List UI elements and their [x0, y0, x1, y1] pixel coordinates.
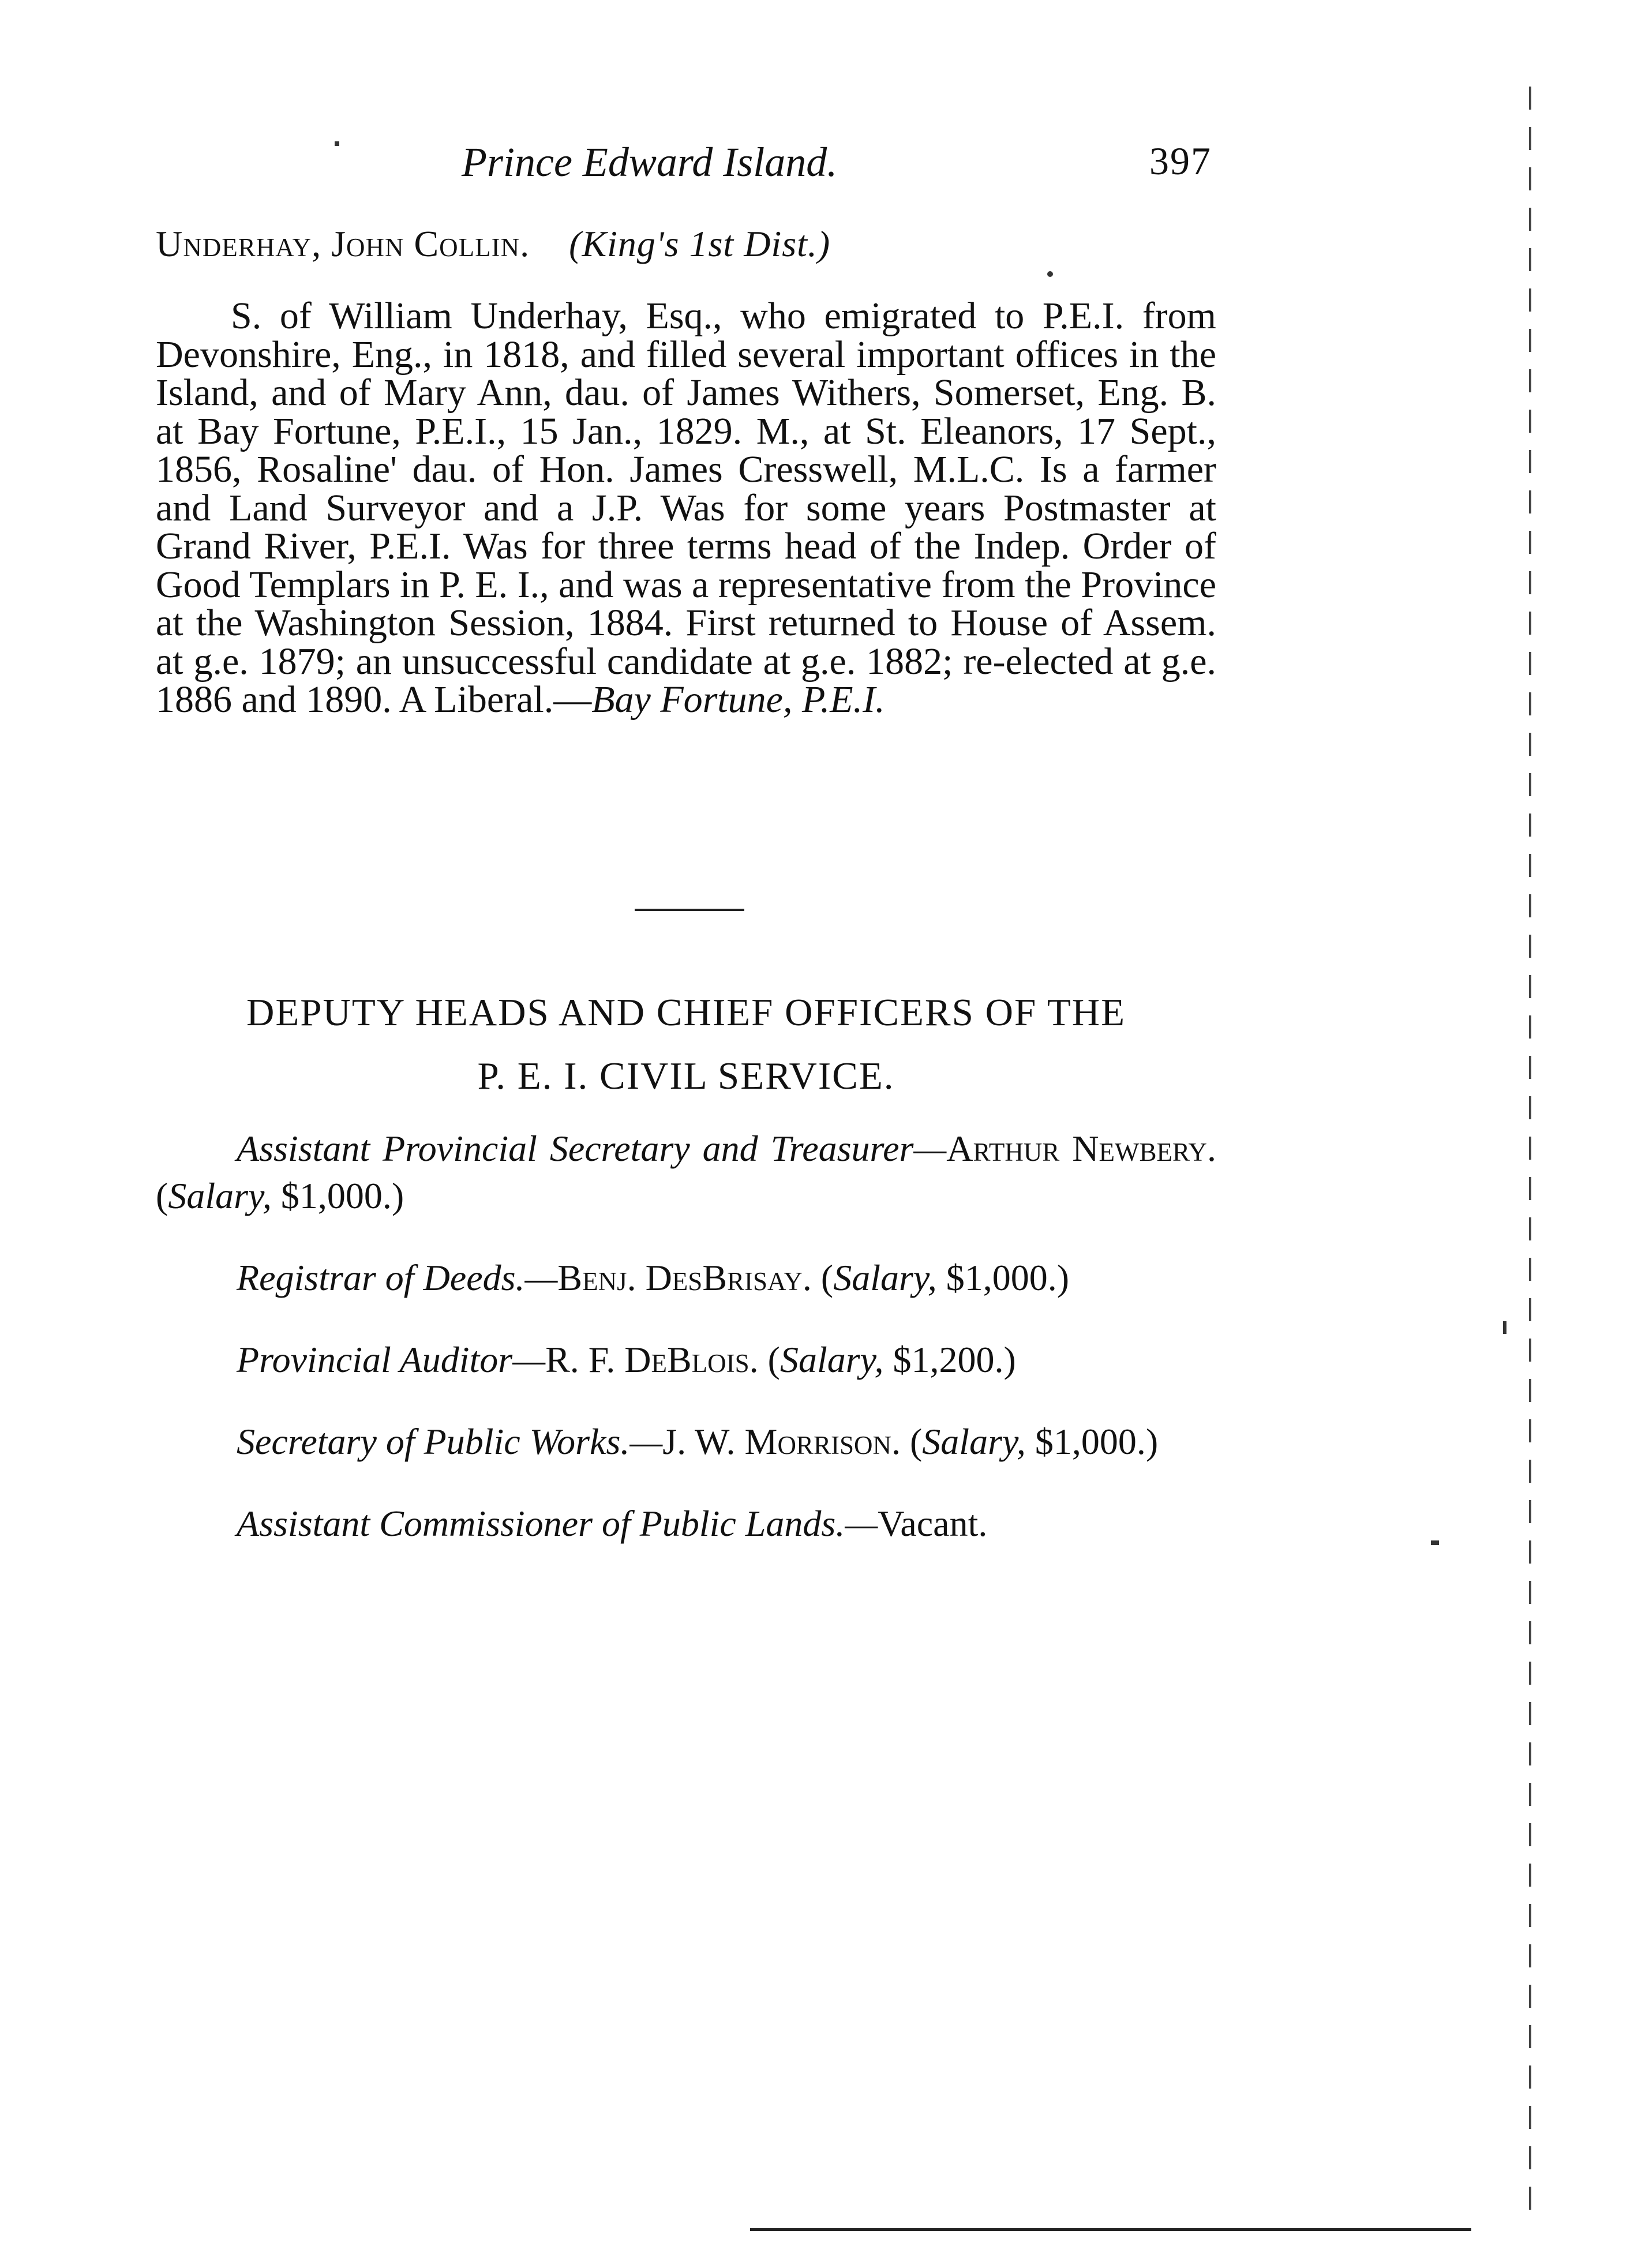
salary-label: Salary, [922, 1421, 1026, 1462]
officer-title: Provincial Auditor— [237, 1339, 546, 1380]
officer-name: J. W. Morrison. [662, 1421, 901, 1462]
scan-speck [1431, 1540, 1439, 1545]
biography-text: S. of William Underhay, Esq., who emigrated to P.E.I. from Devonshire, Eng., in 1818, and filled several important offices in the Island, and of Mary Ann, dau. of James Withers, Somerset, Eng. B. at Bay Fortune, P.E.I., 15 Jan., 1829. M., at St. Eleanors, 17 Sept., 1856, Rosaline' dau. of Hon. James Cresswell, M.L.C. Is a farmer and Land Surveyor and a J.P. Was for some years Postmaster at Grand River, P.E.I. Was for three terms head of the Indep. Order of Good Templars in P. E. I., and was a representative from the Province at the Washington Session, 1884. First returned to House of Assem. at g.e. 1879; an unsuccessful candidate at g.e. 1882; re-elected at g.e. 1886 and 1890. A Liberal.— [156, 295, 1217, 721]
officer-name: Arthur Newbery. [946, 1128, 1216, 1169]
entry-address: Bay Fortune, P.E.I. [591, 678, 885, 721]
officer-title: Assistant Commissioner of Public Lands.— [237, 1503, 878, 1544]
officers-list [156, 1125, 1216, 1582]
officer-entry [156, 1500, 1216, 1547]
section-divider [635, 909, 744, 911]
officer-title: Secretary of Public Works.— [237, 1421, 663, 1462]
salary-amount: $1,000. [1035, 1421, 1146, 1462]
officer-title: Assistant Provincial Secretary and Treasurer— [237, 1128, 947, 1169]
officer-entry: Secretary of Public Works.—J. W. Morrison. (Salary, $1,000.) [237, 1421, 1159, 1462]
officer-name: Benj. DesBrisay. [557, 1257, 812, 1298]
officer-entry: Provincial Auditor—R. F. DeBlois. (Salary, $1,200.) [237, 1339, 1016, 1380]
page-header [462, 138, 1212, 208]
officer-entry: Registrar of Deeds.—Benj. DesBrisay. (Salary, $1,000.) [237, 1257, 1070, 1298]
section-title-line-2: P. E. I. CIVIL SERVICE. [477, 1055, 895, 1097]
salary-amount: $1,200. [893, 1339, 1004, 1380]
scan-speck [1047, 271, 1053, 277]
scan-speck [335, 141, 339, 146]
section-title [156, 981, 1216, 1108]
salary-amount: $1,000. [280, 1175, 392, 1216]
salary-label: Salary, [168, 1175, 272, 1216]
officer-name: Vacant. [878, 1503, 988, 1544]
scan-edge-shadow [1529, 87, 1531, 2221]
salary-amount: $1,000. [946, 1257, 1057, 1298]
scan-speck [1503, 1321, 1506, 1334]
salary-label: Salary, [833, 1257, 937, 1298]
entry-name: Underhay, John Collin. [156, 223, 530, 264]
section-title-line-1: DEPUTY HEADS AND CHIEF OFFICERS OF THE [246, 991, 1126, 1034]
officer-title: Registrar of Deeds.— [237, 1257, 558, 1298]
officer-entry: Assistant Provincial Secretary and Treasurer—Arthur Newbery. (Salary, $1,000.) [156, 1128, 1216, 1216]
running-title: Prince Edward Island. [462, 139, 838, 185]
page-bottom-rule [750, 2228, 1471, 2231]
page-number: 397 [1149, 139, 1212, 183]
entry-heading [156, 225, 1216, 263]
entry-constituency: (King's 1st Dist.) [569, 223, 831, 264]
officer-name: R. F. DeBlois. [545, 1339, 759, 1380]
salary-label: Salary, [779, 1339, 884, 1380]
entry-biography [156, 297, 1216, 719]
